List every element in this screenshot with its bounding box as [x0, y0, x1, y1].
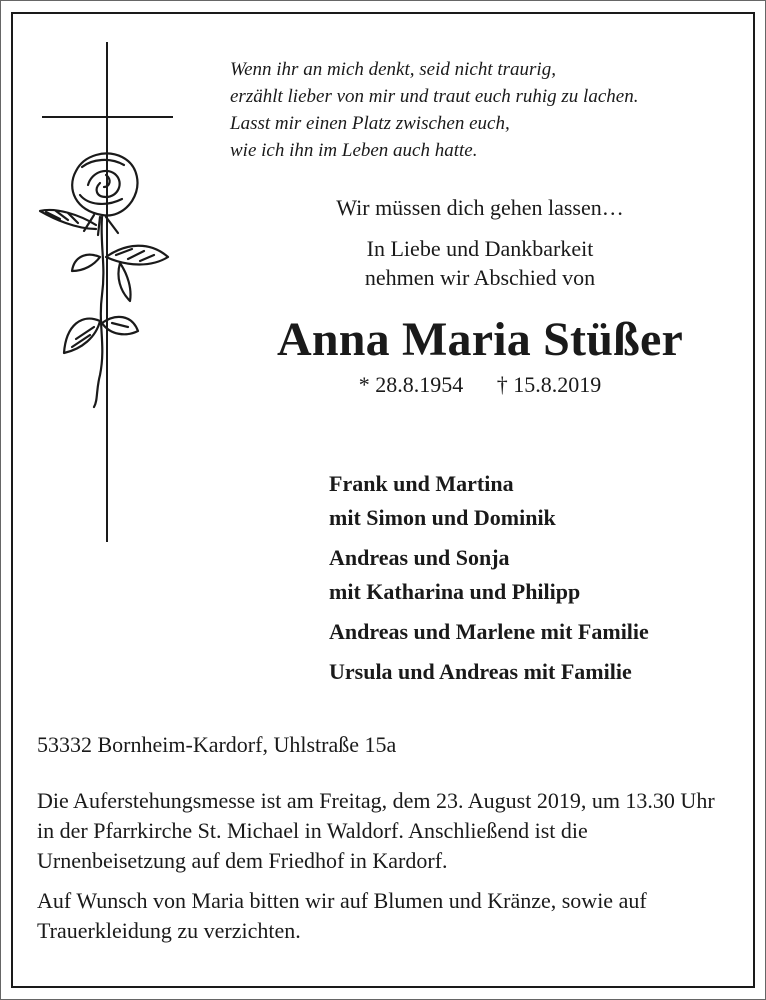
- deceased-name: Anna Maria Stüßer: [276, 313, 684, 366]
- family-address: 53332 Bornheim-Kardorf, Uhlstraße 15a: [37, 732, 397, 757]
- quote-line: Wenn ihr an mich denkt, seid nicht traurig,: [230, 59, 556, 80]
- quote-line: erzählt lieber von mir und traut euch ruhig zu lachen.: [230, 86, 639, 107]
- mourner-line: Frank und Martina: [329, 471, 514, 496]
- life-dates: [230, 372, 730, 398]
- memorial-quote: [230, 56, 638, 164]
- mourner-line: Andreas und Marlene mit Familie: [329, 619, 649, 644]
- cross-bar: [42, 116, 173, 118]
- mass-info: Die Auferstehungsmesse ist am Freitag, dem 23. August 2019, um 13.30 Uhr in der Pfarrkirche St. Michael in Waldorf. Anschließend ist die Urnenbeisetzung auf dem Friedhof in Kardorf.: [37, 788, 715, 873]
- birth-date: * 28.8.1954: [358, 372, 464, 397]
- quote-line: Lasst mir einen Platz zwischen euch,: [230, 113, 510, 134]
- death-date: † 15.8.2019: [496, 372, 602, 397]
- mourner-group: [329, 467, 649, 535]
- intro-text: [230, 234, 730, 292]
- mourner-line: mit Katharina und Philipp: [329, 579, 581, 604]
- intro-line-1: In Liebe und Dankbarkeit: [366, 236, 594, 261]
- intro-line-2: nehmen wir Abschied von: [364, 265, 596, 290]
- mourner-group: [329, 655, 649, 689]
- mourner-line: Andreas und Sonja: [329, 545, 510, 570]
- mourner-line: mit Simon und Dominik: [329, 505, 556, 530]
- mourner-line: Ursula und Andreas mit Familie: [329, 659, 632, 684]
- mourner-group: [329, 541, 649, 609]
- wish-info: Auf Wunsch von Maria bitten wir auf Blumen und Kränze, sowie auf Trauerkleidung zu verzichten.: [37, 888, 647, 943]
- rose-icon: [36, 145, 176, 415]
- quote-line: wie ich ihn im Leben auch hatte.: [230, 140, 478, 161]
- mourners-list: [329, 467, 649, 695]
- farewell-line: Wir müssen dich gehen lassen…: [336, 195, 624, 220]
- mourner-group: [329, 615, 649, 649]
